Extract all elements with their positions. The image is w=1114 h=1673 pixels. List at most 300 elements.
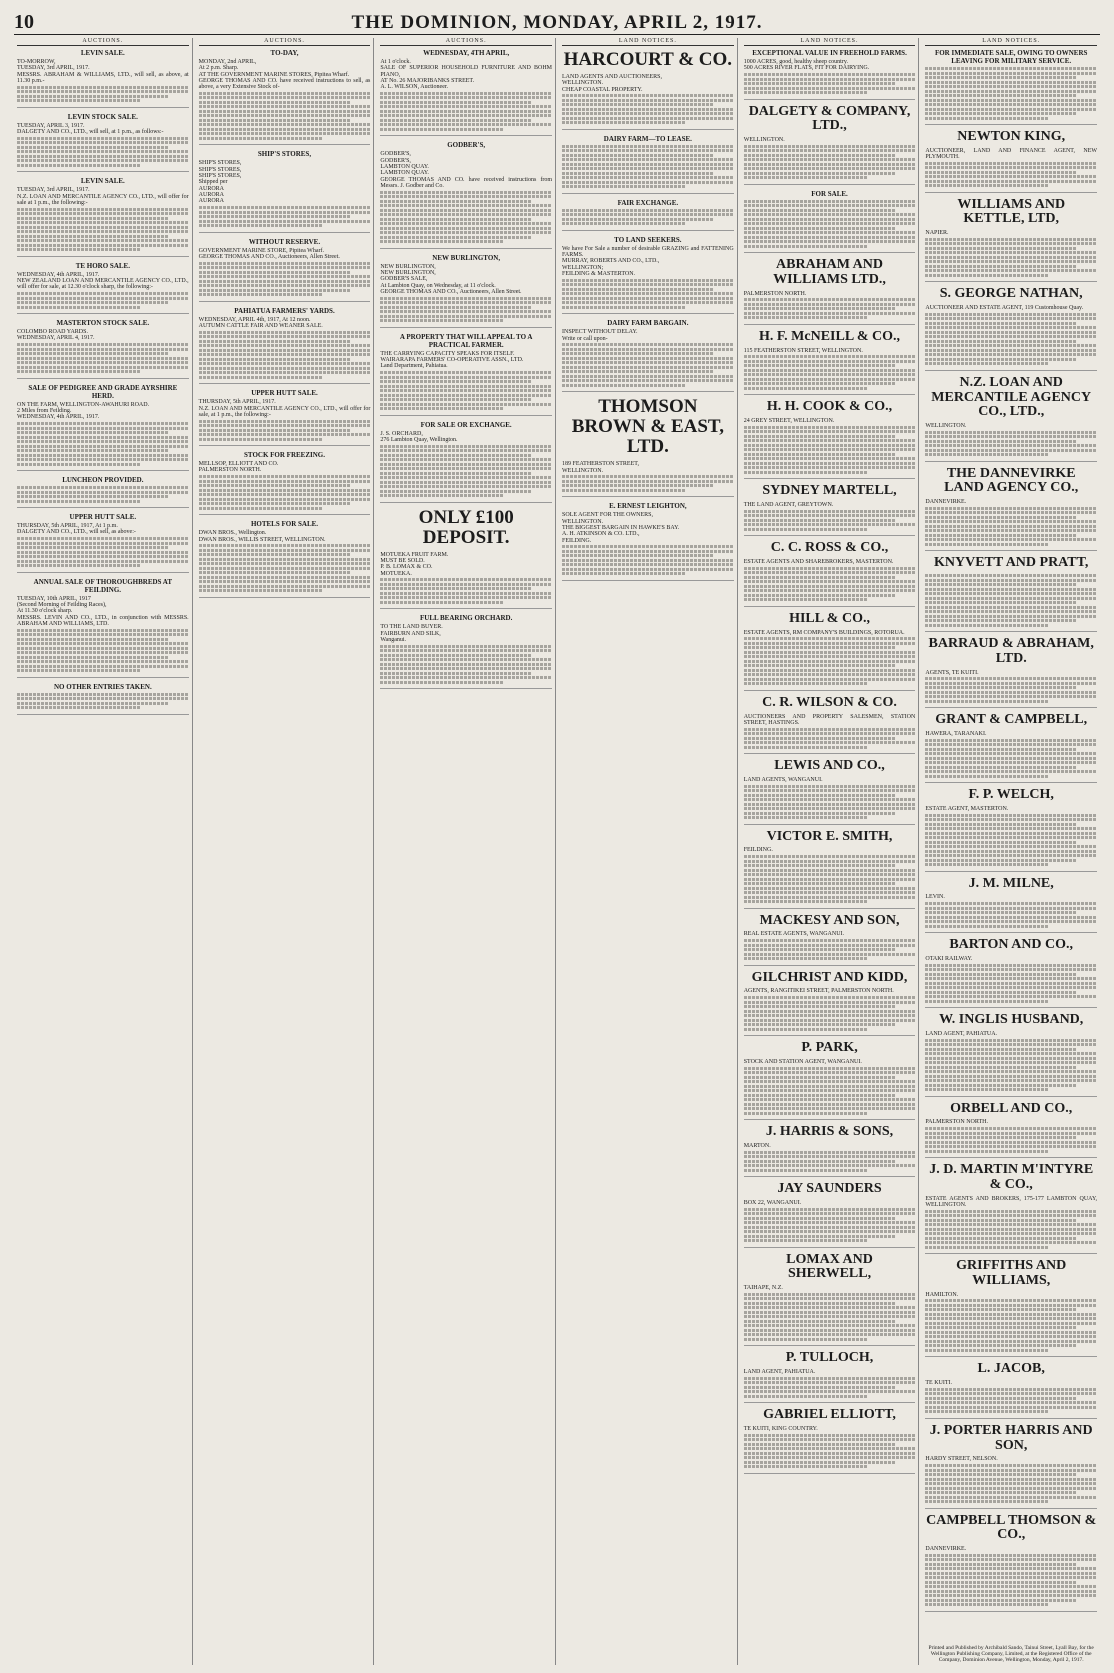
body-text-lines xyxy=(925,242,1097,245)
body-text-lines xyxy=(744,869,916,872)
body-text-lines xyxy=(17,164,141,167)
advertisement xyxy=(744,1125,916,1177)
advertisement xyxy=(925,877,1097,933)
ad-heading: ABRAHAM AND WILLIAMS LTD., xyxy=(773,257,886,287)
advertisement xyxy=(925,130,1097,193)
body-text-lines xyxy=(925,1491,1076,1494)
body-text-lines xyxy=(380,213,552,216)
ad-text: THE LAND AGENT, GREYTOWN. xyxy=(743,502,834,509)
body-text-lines xyxy=(744,1098,916,1101)
body-text-lines xyxy=(925,520,1097,523)
body-text-lines xyxy=(199,266,371,269)
ad-heading: P. PARK, xyxy=(801,1040,858,1056)
body-text-lines xyxy=(744,364,895,367)
body-text-lines xyxy=(380,200,531,203)
body-text-lines xyxy=(199,289,350,292)
body-text-lines xyxy=(925,1084,1076,1087)
column-2 xyxy=(196,38,375,1665)
body-text-lines xyxy=(17,230,189,233)
body-text-lines xyxy=(562,559,734,562)
body-text-lines xyxy=(744,453,895,456)
ad-text: AUTUMN CATTLE FAIR AND WEANER SALE. xyxy=(198,322,323,329)
body-text-lines xyxy=(199,123,371,126)
body-text-lines xyxy=(380,481,552,484)
body-text-lines xyxy=(925,579,1097,582)
body-text-lines xyxy=(380,407,504,410)
ad-text: MARTON. xyxy=(743,1142,771,1149)
ad-heading: UPPER HUTT SALE. xyxy=(69,513,137,522)
body-text-lines xyxy=(380,301,552,304)
ad-text: NEW ZEALAND LOAN AND MERCANTILE AGENCY CO., LTD., will offer for sale, at 12.30 o'clock sharp, the following:- xyxy=(17,277,189,291)
body-text-lines xyxy=(17,665,189,668)
body-text-lines xyxy=(744,598,868,601)
body-text-lines xyxy=(744,860,916,863)
body-text-lines xyxy=(744,664,895,667)
body-text-lines xyxy=(925,1344,1076,1347)
ad-text: WEDNESDAY, 4th APRIL, 1917. xyxy=(17,271,100,278)
body-text-lines xyxy=(17,660,189,663)
body-text-lines xyxy=(925,902,1097,905)
body-text-lines xyxy=(925,81,1097,84)
body-text-lines xyxy=(744,444,916,447)
body-text-lines xyxy=(925,99,1097,102)
masthead xyxy=(14,6,1100,35)
ad-text: MESSRS. ABRAHAM & WILLIAMS, LTD., will sell, as above, at 11.30 p.m.- xyxy=(17,71,189,84)
ad-heading: LEVIN STOCK SALE. xyxy=(67,112,138,121)
body-text-lines xyxy=(744,887,916,890)
ad-heading: TO LAND SEEKERS. xyxy=(614,235,682,244)
body-text-lines xyxy=(925,440,1076,443)
ad-text: GEORGE THOMAS AND CO. have received instructions from Messrs. J. Godber and Co. xyxy=(380,176,553,189)
ad-text: LAND AGENTS AND AUCTIONEERS, xyxy=(562,73,663,80)
body-text-lines xyxy=(199,562,371,565)
ad-heading: J. M. MILNE, xyxy=(968,875,1054,891)
body-text-lines xyxy=(925,538,1097,541)
body-text-lines xyxy=(925,112,1076,115)
ad-heading: NO OTHER ENTRIES TAKEN. xyxy=(53,682,152,691)
body-text-lines xyxy=(380,385,552,388)
advertisement xyxy=(744,1408,916,1473)
body-text-lines xyxy=(562,568,734,571)
body-text-lines xyxy=(744,660,916,663)
body-text-lines xyxy=(199,280,371,283)
body-text-lines xyxy=(925,260,1097,263)
body-text-lines xyxy=(744,1071,916,1074)
body-text-lines xyxy=(380,596,552,599)
body-text-lines xyxy=(744,154,895,157)
body-text-lines xyxy=(380,389,552,392)
body-text-lines xyxy=(925,995,1097,998)
body-text-lines xyxy=(199,284,371,287)
body-text-lines xyxy=(562,172,713,175)
body-text-lines xyxy=(380,445,552,448)
body-text-lines xyxy=(925,171,1076,174)
body-text-lines xyxy=(380,123,552,126)
body-text-lines xyxy=(925,1473,1076,1476)
body-text-lines xyxy=(199,376,323,379)
body-text-lines xyxy=(744,1169,868,1172)
body-text-lines xyxy=(744,519,895,522)
advertisement xyxy=(744,1253,916,1347)
body-text-lines xyxy=(744,1377,916,1380)
ad-text: Land Department, Pahiatua. xyxy=(380,363,448,370)
body-text-lines xyxy=(199,429,350,432)
body-text-lines xyxy=(744,1452,916,1455)
body-text-lines xyxy=(925,1132,1097,1135)
ad-text: GOVERNMENT MARINE STORE, Pipitea Wharf. xyxy=(198,247,324,254)
ad-heading: LOMAX AND SHERWELL, xyxy=(786,1251,873,1282)
ad-heading: HARCOURT & CO. xyxy=(563,49,733,70)
body-text-lines xyxy=(380,490,531,493)
body-text-lines xyxy=(925,1496,1097,1499)
body-text-lines xyxy=(380,583,552,586)
advertisement xyxy=(925,637,1097,708)
body-text-lines xyxy=(925,814,1097,817)
body-text-lines xyxy=(562,384,686,387)
body-text-lines xyxy=(925,1349,1049,1352)
body-text-lines xyxy=(17,440,189,443)
ad-text: NEW BURLINGTON, xyxy=(380,263,436,270)
ad-text: TO THE LAND BUYER. xyxy=(380,624,443,631)
advertisement xyxy=(744,914,916,966)
body-text-lines xyxy=(744,1386,895,1389)
advertisement xyxy=(562,135,734,194)
advertisement xyxy=(925,1102,1097,1158)
body-text-lines xyxy=(17,146,168,149)
body-text-lines xyxy=(925,358,1076,361)
body-text-lines xyxy=(744,816,868,819)
body-text-lines xyxy=(925,1317,1097,1320)
body-text-lines xyxy=(925,1603,1049,1606)
body-text-lines xyxy=(744,785,916,788)
body-text-lines xyxy=(925,1223,1097,1226)
ad-text: WELLINGTON. xyxy=(562,80,604,87)
body-text-lines xyxy=(17,90,189,93)
body-text-lines xyxy=(199,424,371,427)
ad-text: WELLINGTON. xyxy=(743,136,785,143)
body-text-lines xyxy=(17,301,168,304)
body-text-lines xyxy=(925,677,1097,680)
body-text-lines xyxy=(17,235,168,238)
ad-text: ESTATE AGENTS AND BROKERS, 175-177 LAMBTON QUAY, WELLINGTON. xyxy=(925,1195,1098,1208)
body-text-lines xyxy=(925,349,1097,352)
ad-text: AURORA xyxy=(198,198,225,205)
ad-heading: WITHOUT RESERVE. xyxy=(248,237,321,246)
body-text-lines xyxy=(925,435,1097,438)
body-text-lines xyxy=(562,176,734,179)
ad-heading: STOCK FOR FREEZING. xyxy=(244,451,325,460)
body-text-lines xyxy=(380,191,552,194)
body-text-lines xyxy=(925,574,1097,577)
ad-heading: FOR SALE. xyxy=(811,189,848,198)
ad-heading: JAY SAUNDERS xyxy=(777,1181,882,1197)
column-heading: AUCTIONS. xyxy=(380,38,552,46)
body-text-lines xyxy=(199,475,371,478)
ad-text: NAPIER. xyxy=(925,230,949,237)
ad-text: THE BIGGEST BARGAIN IN HAWKE'S BAY. xyxy=(562,524,680,531)
body-text-lines xyxy=(744,218,916,221)
body-text-lines xyxy=(925,863,1049,866)
body-text-lines xyxy=(17,141,189,144)
body-text-lines xyxy=(17,357,189,360)
ad-text: 189 FEATHERSTON STREET, xyxy=(562,461,639,468)
body-text-lines xyxy=(744,1338,868,1341)
ad-text: WEDNESDAY, 4th APRIL, 1917. xyxy=(17,414,100,421)
body-text-lines xyxy=(380,227,552,230)
body-text-lines xyxy=(380,371,552,374)
body-text-lines xyxy=(925,1246,1049,1249)
body-text-lines xyxy=(925,103,1097,106)
body-text-lines xyxy=(380,472,531,475)
body-text-lines xyxy=(925,920,1097,923)
ad-text: LAMBTON QUAY. xyxy=(380,164,429,171)
body-text-lines xyxy=(380,485,552,488)
ad-heading: F. P. WELCH, xyxy=(968,787,1054,803)
body-text-lines xyxy=(17,702,168,705)
ad-text: REAL ESTATE AGENTS, WANGANUI. xyxy=(743,931,845,938)
body-text-lines xyxy=(925,1576,1097,1579)
body-text-lines xyxy=(744,678,916,681)
body-text-lines xyxy=(199,262,371,265)
ad-text: CHEAP COASTAL PROPERTY. xyxy=(562,86,643,93)
body-text-lines xyxy=(744,1447,916,1450)
advertisement xyxy=(380,333,552,416)
body-text-lines xyxy=(380,297,552,300)
body-text-lines xyxy=(925,854,1097,857)
body-text-lines xyxy=(380,458,552,461)
body-text-lines xyxy=(925,1401,1097,1404)
body-text-lines xyxy=(199,544,371,547)
body-text-lines xyxy=(199,571,350,574)
body-text-lines xyxy=(925,256,1097,259)
body-text-lines xyxy=(925,1066,1076,1069)
body-text-lines xyxy=(17,239,189,242)
body-text-lines xyxy=(925,1141,1097,1144)
ad-text: AURORA xyxy=(198,191,225,198)
body-text-lines xyxy=(744,953,916,956)
body-text-lines xyxy=(17,449,168,452)
body-text-lines xyxy=(17,159,189,162)
body-text-lines xyxy=(744,669,916,672)
body-text-lines xyxy=(744,1076,895,1079)
body-text-lines xyxy=(925,1558,1097,1561)
body-text-lines xyxy=(744,1151,916,1154)
body-text-lines xyxy=(744,996,916,999)
body-text-lines xyxy=(744,1333,916,1336)
body-text-lines xyxy=(380,310,552,313)
body-text-lines xyxy=(925,823,1076,826)
body-text-lines xyxy=(380,463,552,466)
ad-text: GODBER'S, xyxy=(380,157,411,164)
body-text-lines xyxy=(380,119,531,122)
body-text-lines xyxy=(744,222,916,225)
body-text-lines xyxy=(925,601,1076,604)
ad-heading: DALGETY & COMPANY, LTD., xyxy=(748,103,911,134)
body-text-lines xyxy=(562,213,734,216)
body-text-lines xyxy=(925,1340,1097,1343)
column-5 xyxy=(741,38,920,1665)
column-6 xyxy=(922,38,1100,1665)
body-text-lines xyxy=(562,154,713,157)
body-text-lines xyxy=(380,467,552,470)
body-text-lines xyxy=(17,551,189,554)
body-text-lines xyxy=(744,236,916,239)
column-heading: AUCTIONS. xyxy=(199,38,371,46)
body-text-lines xyxy=(17,491,189,494)
body-text-lines xyxy=(925,72,1097,75)
body-text-lines xyxy=(199,349,371,352)
body-text-lines xyxy=(562,112,734,115)
body-text-lines xyxy=(744,741,916,744)
body-text-lines xyxy=(925,748,1076,751)
advertisement xyxy=(925,1362,1097,1418)
body-text-lines xyxy=(925,1392,1097,1395)
body-text-lines xyxy=(199,105,371,108)
body-text-lines xyxy=(744,149,916,152)
body-text-lines xyxy=(925,1469,1097,1472)
body-text-lines xyxy=(925,317,1097,320)
body-text-lines xyxy=(17,633,189,636)
body-text-lines xyxy=(925,615,1097,618)
body-text-lines xyxy=(199,128,371,131)
ad-text: SHIP'S STORES, xyxy=(198,173,242,180)
ad-heading: LEVIN SALE. xyxy=(80,49,125,57)
body-text-lines xyxy=(744,1381,916,1384)
body-text-lines xyxy=(925,269,1097,272)
body-text-lines xyxy=(744,1329,916,1332)
body-text-lines xyxy=(744,1014,916,1017)
ad-heading: ONLY £100 DEPOSIT. xyxy=(418,506,514,548)
body-text-lines xyxy=(925,251,1097,254)
ad-heading: EXCEPTIONAL VALUE IN FREEHOLD FARMS. xyxy=(752,49,907,57)
ad-text: SOLE AGENT FOR THE OWNERS, xyxy=(562,512,653,519)
body-text-lines xyxy=(925,1150,1049,1153)
ad-heading: MACKESY AND SON, xyxy=(759,912,900,928)
body-text-lines xyxy=(925,353,1097,356)
body-text-lines xyxy=(925,1048,1076,1051)
body-text-lines xyxy=(199,484,350,487)
body-text-lines xyxy=(199,331,371,334)
advertisement xyxy=(925,467,1097,552)
body-text-lines xyxy=(925,184,1049,187)
body-text-lines xyxy=(17,297,189,300)
advertisement xyxy=(925,1514,1097,1612)
body-text-lines xyxy=(744,1456,916,1459)
body-text-lines xyxy=(380,92,552,95)
advertisement xyxy=(925,376,1097,462)
body-text-lines xyxy=(17,431,168,434)
body-text-lines xyxy=(744,900,868,903)
body-text-lines xyxy=(380,96,552,99)
body-text-lines xyxy=(17,348,189,351)
body-text-lines xyxy=(380,676,552,679)
body-text-lines xyxy=(925,610,1097,613)
body-text-lines xyxy=(744,316,868,319)
body-text-lines xyxy=(199,585,371,588)
body-text-lines xyxy=(925,1464,1097,1467)
body-text-lines xyxy=(744,737,895,740)
body-text-lines xyxy=(562,283,734,286)
body-text-lines xyxy=(562,484,713,487)
body-text-lines xyxy=(199,110,371,113)
ad-text: GEORGE THOMAS AND CO., Auctioneers, Allen Street. xyxy=(380,288,522,295)
body-text-lines xyxy=(380,592,552,595)
body-text-lines xyxy=(562,352,713,355)
body-text-lines xyxy=(925,818,1097,821)
columns-container xyxy=(14,38,1100,1665)
body-text-lines xyxy=(925,977,1097,980)
body-text-lines xyxy=(17,500,141,503)
ad-text: WEDNESDAY, APRIL 4, 1917. xyxy=(17,335,95,342)
body-text-lines xyxy=(380,101,531,104)
column-heading: LAND NOTICES. xyxy=(562,38,734,46)
body-text-lines xyxy=(562,379,734,382)
ad-heading: DAIRY FARM BARGAIN. xyxy=(607,319,689,328)
body-text-lines xyxy=(744,594,895,597)
body-text-lines xyxy=(744,794,895,797)
body-text-lines xyxy=(925,1406,1097,1409)
body-text-lines xyxy=(925,1145,1097,1148)
body-text-lines xyxy=(380,236,531,239)
body-text-lines xyxy=(744,571,916,574)
body-text-lines xyxy=(17,244,189,247)
body-text-lines xyxy=(744,1226,916,1229)
ad-text: J. S. ORCHARD, xyxy=(380,430,423,437)
body-text-lines xyxy=(199,438,323,441)
body-text-lines xyxy=(17,495,168,498)
body-text-lines xyxy=(744,1297,916,1300)
body-text-lines xyxy=(17,454,189,457)
body-text-lines xyxy=(17,361,189,364)
ad-text: AUCTIONEER, LAND AND FINANCE AGENT, NEW PLYMOUTH. xyxy=(925,147,1098,160)
body-text-lines xyxy=(744,209,895,212)
body-text-lines xyxy=(380,195,552,198)
body-text-lines xyxy=(925,739,1097,742)
advertisement xyxy=(199,307,371,385)
ad-text: TE KUITI, KING COUNTRY. xyxy=(743,1425,818,1432)
body-text-lines xyxy=(744,172,895,175)
body-text-lines xyxy=(380,394,552,397)
column-4 xyxy=(559,38,738,1665)
body-text-lines xyxy=(744,1239,868,1242)
body-text-lines xyxy=(199,371,371,374)
ad-text: FAIRBURN AND SILK, xyxy=(380,630,441,637)
ad-text: 2 Miles from Feilding. xyxy=(17,407,72,414)
advertisement xyxy=(199,451,371,515)
body-text-lines xyxy=(925,322,1076,325)
body-text-lines xyxy=(925,1088,1049,1091)
body-text-lines xyxy=(562,366,734,369)
body-text-lines xyxy=(199,549,371,552)
ad-heading: SYDNEY MARTELL, xyxy=(762,483,897,499)
ad-heading: W. INGLIS HUSBAND, xyxy=(939,1012,1084,1028)
advertisement xyxy=(744,258,916,325)
ad-text: At 11.30 o'clock sharp. xyxy=(17,608,73,615)
ad-text: LAMBTON QUAY. xyxy=(380,170,429,177)
advertisement xyxy=(562,397,734,497)
body-text-lines xyxy=(562,554,713,557)
body-text-lines xyxy=(380,376,552,379)
body-text-lines xyxy=(744,163,916,166)
page-number: 10 xyxy=(14,11,34,33)
body-text-lines xyxy=(925,1335,1097,1338)
body-text-lines xyxy=(744,471,868,474)
body-text-lines xyxy=(744,1315,916,1318)
ad-text: PALMERSTON NORTH. xyxy=(198,467,262,474)
ad-text: SALE OF SUPERIOR HOUSEHOLD FURNITURE AND BOHM PIANO, xyxy=(380,65,553,78)
body-text-lines xyxy=(199,224,323,227)
ad-text: MOTUEKA FRUIT FARM. xyxy=(380,551,449,558)
